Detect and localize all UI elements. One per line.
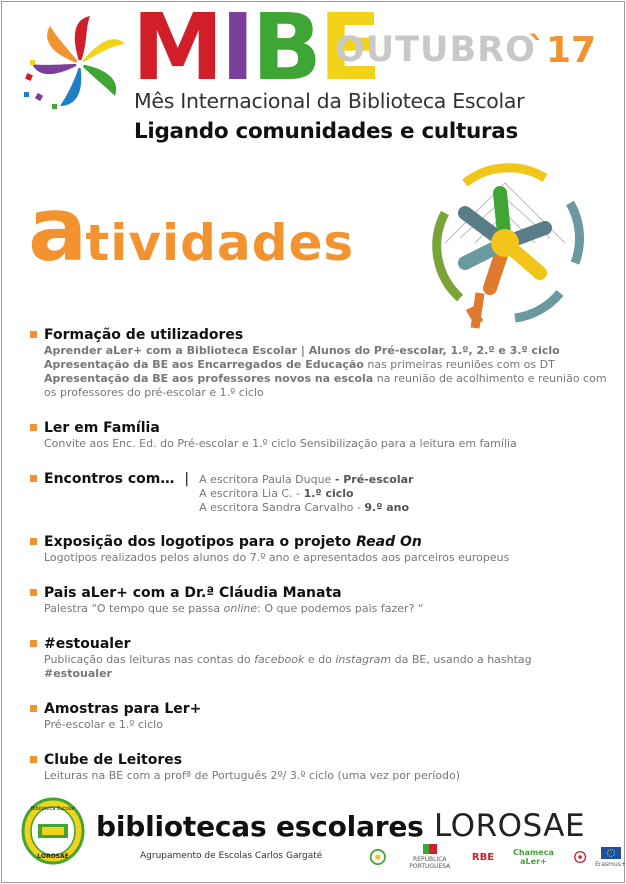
- activity-item: [30, 419, 610, 451]
- activity-title: Formação de utilizadores: [44, 327, 244, 343]
- desc-text: Palestra “O tempo que se passa: [44, 602, 224, 615]
- activity-description: Pré-escolar e 1.º ciclo: [44, 718, 163, 731]
- hands-circle-illustration: [405, 143, 605, 343]
- heading-rest: tividades: [85, 214, 355, 272]
- footer-title-light: LOROSAE: [423, 808, 586, 844]
- partner-rbe: RBE: [471, 851, 495, 863]
- activity-item: [30, 584, 610, 616]
- partner-republica: [396, 844, 464, 870]
- activity-line: [44, 372, 610, 400]
- activity-description: Logotipos realizados pelos alunos do 7.º ano e apresentados aos parceiros europeus: [44, 551, 510, 564]
- encounter-name: A escritora Sandra Carvalho -: [199, 501, 361, 514]
- bullet-square-icon: [30, 538, 37, 545]
- partner-erasmus: [595, 847, 626, 868]
- mibe-letter-m: M: [132, 0, 221, 101]
- bullet-square-icon: [30, 331, 37, 338]
- activity-title: Clube de Leitores: [44, 752, 183, 768]
- desc-text: da BE, usando a hashtag: [391, 653, 532, 666]
- encounters-list: [199, 470, 413, 515]
- library-badge-logo: [20, 796, 86, 866]
- activity-line-text: na reunião de acolhimento e reunião com os professores do pré-escolar e 1.º ciclo: [44, 372, 607, 399]
- bullet-square-icon: [30, 705, 37, 712]
- year-label: `17: [528, 30, 597, 71]
- encounter-name: A escritora Lia C. -: [199, 487, 301, 500]
- encounter-audience: 1.º ciclo: [303, 487, 354, 500]
- activity-item: [30, 470, 610, 515]
- activity-line-text: nas primeiras reuniões com os DT: [363, 358, 555, 371]
- bullet-square-icon: [30, 640, 37, 647]
- partner-label: Erasmus+: [595, 860, 626, 868]
- encounter-entry: [199, 487, 413, 501]
- activity-title: Ler em Família: [44, 420, 160, 436]
- month-label: OUTUBRO: [335, 30, 536, 70]
- eu-flag-icon: [601, 847, 621, 859]
- footer-title-bold: bibliotecas escolares: [96, 810, 424, 843]
- mibe-letter-b: B: [251, 0, 319, 101]
- activity-item: [30, 326, 610, 400]
- bullet-square-icon: [30, 589, 37, 596]
- heading-first-letter: a: [28, 178, 86, 281]
- activity-title: Pais aLer+ com a Dr.ª Cláudia Manata: [44, 585, 342, 601]
- footer-title: [96, 808, 585, 844]
- encounters-separator: |: [184, 471, 190, 487]
- encounter-entry: [199, 501, 413, 515]
- partner-logos: [368, 844, 626, 870]
- activity-item: [30, 533, 610, 565]
- encounter-entry: [199, 473, 413, 487]
- activity-description: Leituras na BE com a profª de Português 2º/ 3.º ciclo (uma vez por período): [44, 769, 461, 782]
- bullet-square-icon: [30, 475, 37, 482]
- footer-subtitle: Agrupamento de Escolas Carlos Gargaté: [140, 851, 323, 861]
- partner-label: REPÚBLICA PORTUGUESA: [409, 856, 451, 870]
- desc-emphasis: instagram: [335, 653, 392, 666]
- activity-line: [44, 344, 610, 358]
- mibe-pinwheel-logo: [22, 12, 132, 122]
- activities-list: [30, 326, 610, 783]
- encounter-audience: 9.º ano: [364, 501, 410, 514]
- activity-title-emphasis: Read On: [356, 534, 422, 550]
- activity-description: Convite aos Enc. Ed. do Pré-escolar e 1.º ciclo Sensibilização para a leitura em família: [44, 437, 517, 450]
- activity-title: Encontros com…: [44, 471, 175, 487]
- activity-item: [30, 700, 610, 732]
- activity-item: [30, 751, 610, 783]
- activity-title: #estoualer: [44, 636, 131, 652]
- event-tagline: Ligando comunidades e culturas: [134, 119, 518, 144]
- bullet-square-icon: [30, 424, 37, 431]
- desc-text: e do: [304, 653, 336, 666]
- encounters-row: [44, 470, 610, 515]
- badge-top-text: Biblioteca Escolar: [30, 806, 76, 812]
- seal-icon: [573, 849, 587, 865]
- activity-item: [30, 635, 610, 681]
- activity-line: [44, 358, 610, 372]
- activity-description: [44, 602, 610, 616]
- flag-icon: [423, 844, 437, 854]
- activity-line-bold: Apresentação da BE aos Encarregados de Educação: [44, 358, 364, 371]
- activity-title: [44, 533, 610, 551]
- activity-line-bold: Apresentação da BE aos professores novos na escola: [44, 372, 374, 385]
- desc-emphasis: facebook: [254, 653, 305, 666]
- encounter-name: A escritora Paula Duque: [199, 473, 332, 486]
- round-partner-logo-icon: [368, 847, 388, 867]
- section-heading: [28, 178, 355, 281]
- activity-description: [44, 653, 610, 681]
- activity-line-bold: Aprender aLer+ com a Biblioteca Escolar | Alunos do Pré-escolar, 1.º, 2.º e 3.º ciclo: [44, 344, 560, 357]
- hashtag: #estoualer: [44, 667, 112, 680]
- mibe-letter-i: I: [220, 0, 252, 101]
- mibe-letter-e: E: [318, 0, 379, 101]
- desc-text: Publicação das leituras nas contas do: [44, 653, 255, 666]
- encounter-audience: - Pré-escolar: [334, 473, 414, 486]
- activity-title: Amostras para Ler+: [44, 701, 202, 717]
- badge-bottom-text: LOROSAE: [37, 853, 69, 860]
- bullet-square-icon: [30, 756, 37, 763]
- partner-chameca: Chameca aLer+: [513, 848, 554, 866]
- event-subtitle: Mês Internacional da Biblioteca Escolar: [134, 89, 525, 113]
- desc-emphasis: online: [223, 602, 258, 615]
- activity-title-text: Exposição dos logotipos para o projeto: [44, 534, 357, 550]
- desc-text: : O que podemos pais fazer? “: [257, 602, 424, 615]
